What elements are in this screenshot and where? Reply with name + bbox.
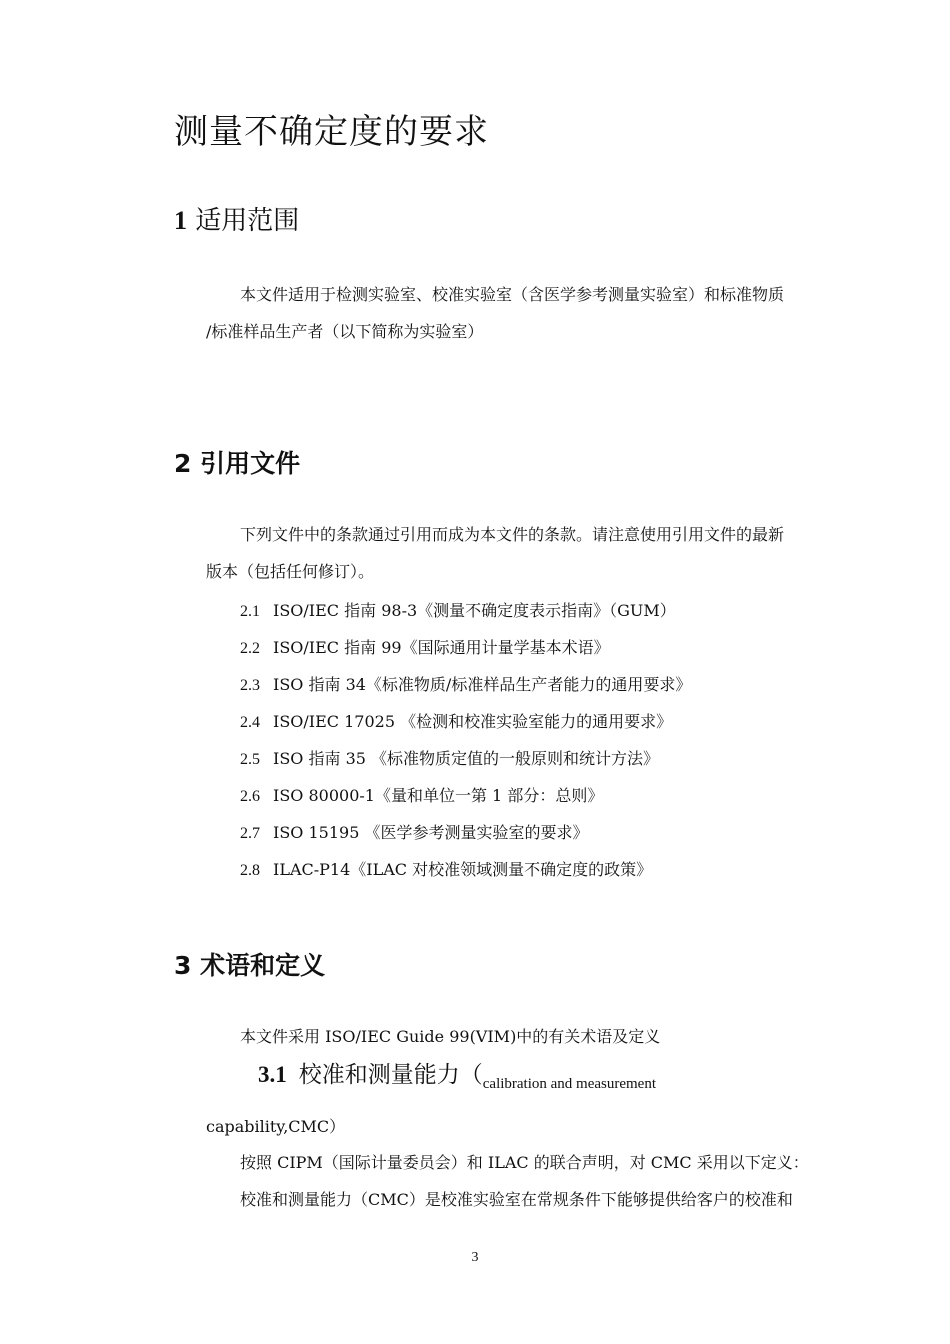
reference-text: ISO 80000-1《量和单位一第 1 部分：总则》 bbox=[273, 786, 604, 805]
section-3-heading: 3 术语和定义 bbox=[174, 951, 326, 980]
reference-number: 2.2 bbox=[240, 640, 260, 657]
reference-number: 2.3 bbox=[240, 677, 260, 694]
page-title: 测量不确定度的要求 bbox=[174, 112, 489, 152]
section-1-title: 适用范围 bbox=[195, 206, 300, 236]
reference-text: ISO 指南 34《标准物质/标准样品生产者能力的通用要求》 bbox=[273, 675, 692, 694]
section-2-heading: 2 引用文件 bbox=[174, 449, 301, 478]
reference-item bbox=[240, 635, 610, 658]
section-3-para-line-2: 校准和测量能力（CMC）是校准实验室在常规条件下能够提供给客户的校准和 bbox=[240, 1190, 793, 1209]
subsection-title-en: calibration and measurement bbox=[482, 1076, 657, 1092]
reference-number: 2.4 bbox=[240, 714, 260, 731]
subsection-title-cn: 校准和测量能力（ bbox=[298, 1062, 483, 1088]
reference-text: ISO 15195 《医学参考测量实验室的要求》 bbox=[273, 823, 589, 842]
reference-number: 2.8 bbox=[240, 862, 260, 879]
reference-item bbox=[240, 820, 588, 843]
section-1-para-line-1: 本文件适用于检测实验室、校准实验室（含医学参考测量实验室）和标准物质 bbox=[240, 285, 785, 304]
reference-item bbox=[240, 857, 652, 880]
reference-item bbox=[240, 746, 659, 769]
subsection-3-1-heading bbox=[258, 1056, 657, 1092]
reference-text: ILAC-P14《ILAC 对校准领域测量不确定度的政策》 bbox=[273, 860, 653, 879]
reference-text: ISO/IEC 17025 《检测和校准实验室能力的通用要求》 bbox=[273, 712, 673, 731]
reference-item bbox=[240, 783, 603, 806]
reference-number: 2.7 bbox=[240, 825, 260, 842]
reference-item bbox=[240, 709, 672, 732]
reference-text: ISO/IEC 指南 99《国际通用计量学基本术语》 bbox=[273, 638, 610, 657]
reference-item bbox=[240, 672, 691, 695]
section-2-para-line-1: 下列文件中的条款通过引用而成为本文件的条款。请注意使用引用文件的最新 bbox=[240, 525, 785, 544]
section-3-intro: 本文件采用 ISO/IEC Guide 99(VIM)中的有关术语及定义 bbox=[240, 1027, 661, 1046]
section-1-heading bbox=[174, 200, 299, 237]
page-number: 3 bbox=[471, 1250, 479, 1265]
section-2-para-line-2: 版本（包括任何修订）。 bbox=[206, 562, 375, 581]
reference-text: ISO/IEC 指南 98-3《测量不确定度表示指南》（GUM） bbox=[273, 601, 676, 620]
reference-text: ISO 指南 35 《标准物质定值的一般原则和统计方法》 bbox=[273, 749, 660, 768]
section-3-para-line-1: 按照 CIPM（国际计量委员会）和 ILAC 的联合声明，对 CMC 采用以下定义： bbox=[240, 1153, 809, 1172]
section-1-para-line-2: /标准样品生产者（以下简称为实验室） bbox=[206, 322, 484, 341]
reference-item bbox=[240, 598, 676, 621]
subsection-title-continuation: capability,CMC） bbox=[206, 1117, 346, 1136]
reference-number: 2.6 bbox=[240, 788, 260, 805]
reference-number: 2.5 bbox=[240, 751, 260, 768]
subsection-number: 3.1 bbox=[258, 1062, 287, 1087]
reference-number: 2.1 bbox=[240, 603, 260, 620]
section-1-number: 1 bbox=[174, 206, 187, 235]
